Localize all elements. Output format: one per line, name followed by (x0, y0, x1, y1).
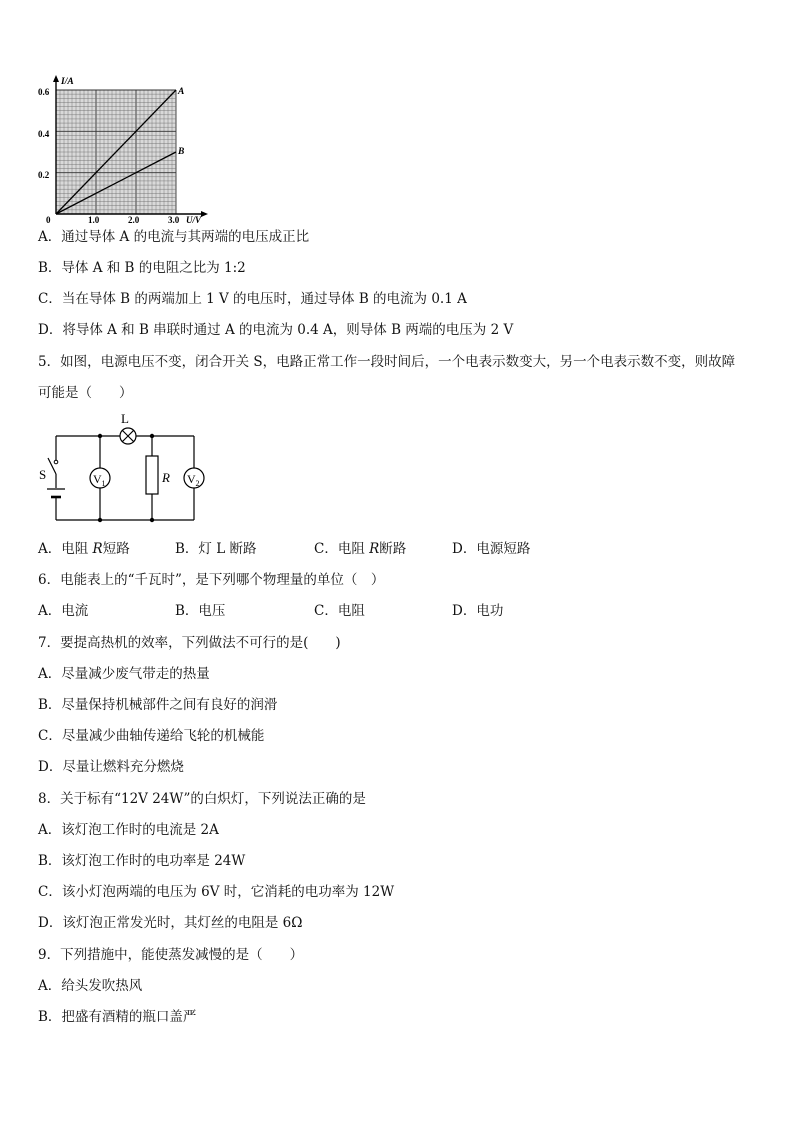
q7-stem: 7．要提高热机的效率，下列做法不可行的是( ) (38, 635, 341, 651)
q7-option-b: B．尽量保持机械部件之间有良好的润滑 (38, 697, 278, 713)
lamp-icon (120, 428, 136, 444)
q9-option-a: A．给头发吹热风 (38, 978, 143, 994)
q9-stem: 9．下列措施中，能使蒸发减慢的是（ ） (38, 947, 304, 963)
x-tick-1.0: 1.0 (88, 215, 100, 224)
q7-option-d: D．尽量让燃料充分燃烧 (38, 759, 184, 775)
q6-stem: 6．电能表上的“千瓦时”，是下列哪个物理量的单位（ ） (38, 572, 385, 588)
q5-options (38, 540, 758, 558)
circuit-diagram (36, 410, 216, 526)
q8-option-d: D．该灯泡正常发光时，其灯丝的电阻是 6Ω (38, 915, 303, 931)
q7-option-a: A．尽量减少废气带走的热量 (38, 666, 210, 682)
q4-option-b: B．导体 A 和 B 的电阻之比为 1:2 (38, 260, 246, 276)
line-b-label: B (178, 147, 185, 157)
junction-dot (150, 518, 154, 522)
junction-dot (98, 434, 102, 438)
x-axis-arrow (201, 211, 208, 217)
q6-option-a: A．电流 (38, 603, 89, 619)
junction-dot (150, 434, 154, 438)
x-axis-label: U/V (186, 215, 202, 224)
v2-label: V (187, 472, 196, 486)
q5-stem-line2: 可能是（ ） (38, 385, 133, 401)
resistor (146, 456, 158, 494)
q6-option-c: C．电阻 (314, 603, 365, 619)
q8-option-a: A．该灯泡工作时的电流是 2A (38, 822, 219, 838)
q9-option-b: B．把盛有酒精的瓶口盖严 (38, 1009, 197, 1025)
iu-graph (30, 74, 215, 224)
v1-subscript: 1 (101, 479, 106, 488)
q6-options (38, 602, 758, 620)
x-tick-0: 0 (46, 215, 51, 224)
resistor-label: R (162, 470, 170, 485)
q8-stem: 8．关于标有“12V 24W”的白炽灯，下列说法正确的是 (38, 791, 366, 807)
q6-option-b: B．电压 (175, 603, 226, 619)
q4-option-c: C．当在导体 B 的两端加上 1 V 的电压时，通过导体 B 的电流为 0.1 A (38, 291, 467, 307)
q6-option-d: D．电功 (452, 603, 504, 619)
x-tick-2.0: 2.0 (128, 215, 140, 224)
y-tick-0.6: 0.6 (38, 87, 50, 97)
y-axis-arrow (53, 75, 59, 82)
q8-option-c: C．该小灯泡两端的电压为 6V 时，它消耗的电功率为 12W (38, 884, 395, 900)
q5-option-d: D．电源短路 (452, 541, 531, 557)
q5-option-b: B．灯 L 断路 (175, 541, 257, 557)
y-tick-0.2: 0.2 (38, 170, 50, 180)
q5-stem-line1: 5．如图，电源电压不变，闭合开关 S，电路正常工作一段时间后，一个电表示数变大，另一个电表示数不变，则故障 (38, 354, 736, 370)
x-tick-3.0: 3.0 (168, 215, 180, 224)
line-a-label: A (178, 87, 185, 97)
switch-contact (54, 460, 58, 464)
junction-dot (98, 518, 102, 522)
y-tick-0.4: 0.4 (38, 129, 50, 139)
v2-subscript: 2 (195, 479, 200, 488)
q8-option-b: B．该灯泡工作时的电功率是 24W (38, 853, 246, 869)
q4-option-a: A．通过导体 A 的电流与其两端的电压成正比 (38, 229, 310, 245)
v1-label: V (93, 472, 102, 486)
q5-option-c: C．电阻 R断路 (314, 541, 407, 557)
lamp-label: L (121, 411, 129, 426)
y-axis-label: I/A (61, 77, 74, 87)
q5-option-a: A．电阻 R短路 (38, 541, 130, 557)
q4-option-d: D．将导体 A 和 B 串联时通过 A 的电流为 0.4 A，则导体 B 两端的电压为 2 V (38, 322, 514, 338)
switch-label: S (39, 467, 47, 482)
q7-option-c: C．尽量减少曲轴传递给飞轮的机械能 (38, 728, 265, 744)
